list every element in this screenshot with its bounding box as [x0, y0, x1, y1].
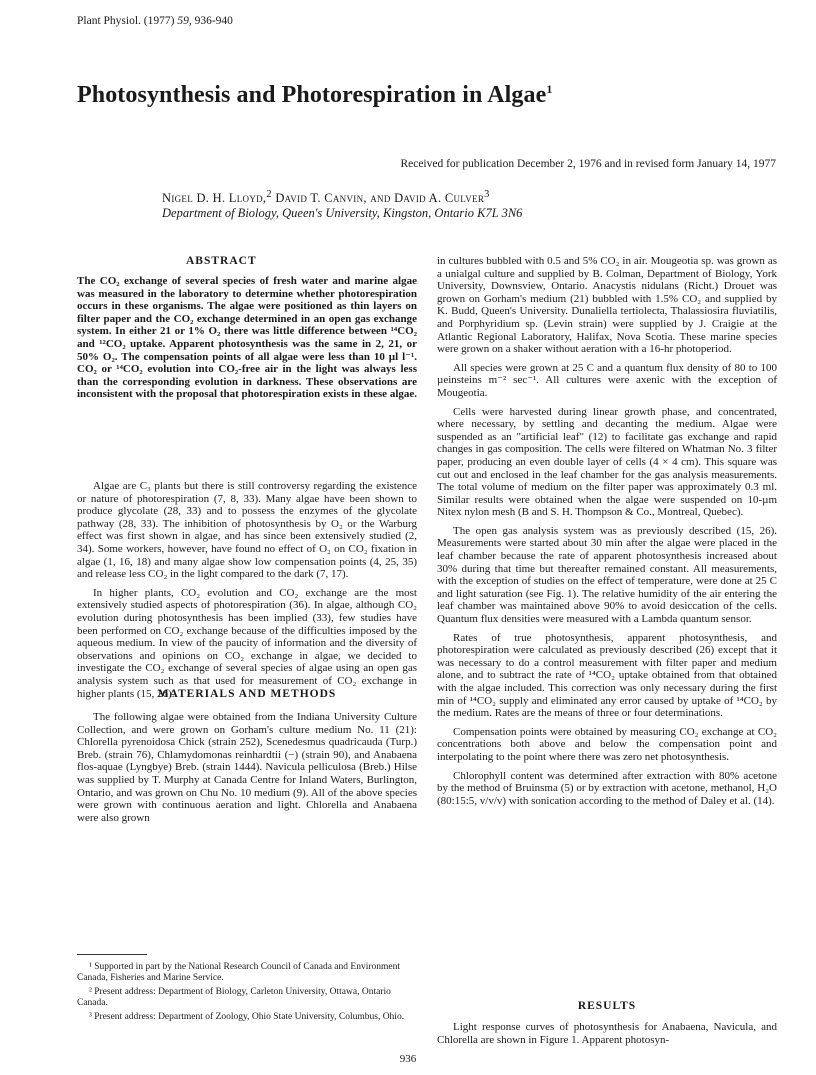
title-footnote-mark: 1: [546, 82, 553, 96]
footnote-divider: [77, 954, 147, 955]
author-3: David A. Culver: [394, 191, 485, 206]
right-paragraph-6: Compensation points were obtained by measuring CO₂ exchange at CO₂ concentrations both above and below the compensation point and interpolating to the point where there was zero net photosynthesis.: [437, 725, 777, 763]
title-text: Photosynthesis and Photorespiration in Algae: [77, 82, 547, 108]
footnotes: [77, 962, 417, 1026]
footnote-1: ¹ Supported in part by the National Research Council of Canada and Environment Canada, Fisheries and Marine Service.: [77, 962, 400, 983]
abstract-text: The CO₂ exchange of several species of fresh water and marine algae was measured in the laboratory to determine whether photorespiration occurs in these organisms. The algae were positioned as thin layers on filter paper and the CO₂ exchange determined in an open gas exchange system. In either 21 or 1% O₂ there was little difference between ¹⁴CO₂ and ¹²CO₂ uptake. Apparent photosynthesis was the same in 2, 21, or 50% O₂. The compensation points of all algae were less than 10 µl l⁻¹. CO₂ or ¹⁴CO₂ evolution into CO₂-free air in the light was always less than the corresponding evolution in darkness. These observations are inconsistent with the proposal that photorespiration exists in these algae.: [77, 275, 418, 401]
author-3-mark: 3: [484, 189, 490, 200]
right-paragraph-2: All species were grown at 25 C and a quantum flux density of 80 to 100 µeinsteins m⁻² sec⁻¹. All cultures were axenic with the exception of Mougeotia.: [437, 361, 777, 399]
journal-volume: 59,: [177, 15, 192, 27]
received-date: Received for publication December 2, 1976 and in revised form January 14, 1977: [400, 158, 776, 170]
page-number: 936: [399, 1053, 417, 1065]
right-paragraph-3: Cells were harvested during linear growth phase, and concentrated, where necessary, by settling and decanting the medium. Algae were suspended as an "artificial leaf" (12) to facilitate gas exchange and rapid changes in gas composition. The cells were filtered on Whatman No. 3 filter paper, producing an even double layer of cells (4 × 4 cm). This square was cut out and enclosed in the leaf chamber for the gas analysis measurements. The total volume of medium on the filter paper was approximately 0.3 ml. Similar results were obtained when the algae were suspended on 10-µm Nitex nylon mesh (B and S. H. Thompson & Co., Montreal, Quebec).: [437, 405, 777, 519]
materials-methods-text: [77, 711, 417, 824]
affiliation: Department of Biology, Queen's University, Kingston, Ontario K7L 3N6: [162, 206, 523, 220]
journal-pages: 936-940: [194, 15, 233, 27]
right-paragraph-1: in cultures bubbled with 0.5 and 5% CO₂ in air. Mougeotia sp. was grown as a unialgal culture and supplied by B. Colman, Department of Biology, York University, Downsview, Ontario. Anacystis nidulans (Richt.) Drouet was grown on Gorham's medium (21) bubbled with 1.5% CO₂ and supplied by K. Budd, Queen's University. Dunaliella tertiolecta, Thalassiosira fluviatilis, and Porphyridium sp. (Levin strain) were supplied by J. Craigie at the Atlantic Regional Laboratory, Halifax, Nova Scotia. These marine species were grown on a shaker without aeration with a 16-hr photoperiod.: [437, 255, 777, 356]
author-list: [162, 189, 490, 206]
journal-citation: [77, 15, 233, 27]
introduction: [77, 480, 417, 700]
results-heading: RESULTS: [577, 1000, 637, 1012]
results-text: [437, 1021, 777, 1046]
article-title: [77, 82, 552, 109]
journal-name: Plant Physiol. (1977): [77, 15, 175, 27]
right-paragraph-4: The open gas analysis system was as previously described (15, 26). Measurements were started about 30 min after the algae were placed in the leaf chamber because the rate of apparent photosynthesis increased about 30% during that time but thereafter remained constant. All measurements, with the exception of studies on the effect of temperature, were done at 25 C and light saturation (see Fig. 1). The relative humidity of the air entering the leaf chamber was maintained above 90% to avoid desiccation of the cells. Quantum flux densities were measured with a Lambda quantum sensor.: [437, 524, 777, 626]
intro-paragraph-1: Algae are C₃ plants but there is still controversy regarding the existence or nature of photorespiration (7, 8, 33). Many algae have been shown to produce glycolate (28, 33) and to possess the enzymes of the glycolate pathway (28, 33). The inhibition of photosynthesis by O₂ or the Warburg effect was first shown in algae, and has since been extensively studied (2, 34). Some workers, however, have found no effect of O₂ on CO₂ fixation in algae (1, 16, 18) and many algae show low compensation points (4, 25, 35) and release less CO₂ in the light compared to the dark (7, 17).: [77, 480, 417, 581]
intro-paragraph-2: In higher plants, CO₂ evolution and CO₂ exchange are the most extensively studied aspects of photorespiration (36). In algae, although CO₂ evolution during photosynthesis has been implied (33), few studies have been performed on CO₂ exchange because of the difficulties imposed by the aqueous medium. In view of the paucity of information and the diversity of observations and opinions on CO₂ exchange in algae, we decided to investigate the CO₂ exchange of several species of algae using an open gas analysis system such as that used for measurement of CO₂ exchange in higher plants (15, 26).: [77, 586, 417, 700]
right-column: [437, 255, 777, 813]
abstract-heading: ABSTRACT: [186, 255, 257, 267]
mm-paragraph-1: The following algae were obtained from the Indiana University Culture Collection, and were grown on Gorham's culture medium No. 11 (21): Chlorella pyrenoidosa Chick (strain 252), Scenedesmus quadricauda (Turp.) Breb. (strain 76), Chlamydomonas reinhardtii (−) (strain 90), and Anabaena flos-aquae (Lyngbye) Breb. (strain 1444). Navicula pelliculosa (Breb.) Hilse was supplied by T. Murphy at Canada Centre for Inland Waters, Burlington, Ontario, and was grown on Chu No. 10 medium (9). All of the above species were grown with continuous aeration and light. Chlorella and Anabaena were also grown: [77, 711, 417, 824]
author-2: David T. Canvin, and: [275, 191, 391, 206]
author-1: Nigel D. H. Lloyd,: [162, 191, 267, 206]
right-paragraph-5: Rates of true photosynthesis, apparent photosynthesis, and photorespiration were calculated as previously described (26) except that it was necessary to do a control measurement with filter paper and medium alone, and to subtract the rate of ¹⁴CO₂ uptake obtained from that obtained with the algae included. This correction was only necessary during the first min of ¹⁴CO₂ supply and eliminated any error caused by uptake of ¹⁴CO₂ by the medium. Rates are the means of three or four determinations.: [437, 631, 777, 720]
footnote-2: ² Present address: Department of Biology, Carleton University, Ottawa, Ontario Canada.: [77, 987, 391, 1008]
materials-methods-heading: MATERIALS AND METHODS: [157, 688, 337, 700]
author-1-mark: 2: [266, 189, 272, 200]
results-paragraph-1: Light response curves of photosynthesis for Anabaena, Navicula, and Chlorella are shown in Figure 1. Apparent photosyn-: [437, 1021, 777, 1046]
footnote-3: ³ Present address: Department of Zoology, Ohio State University, Columbus, Ohio.: [89, 1012, 405, 1022]
right-paragraph-7: Chlorophyll content was determined after extraction with 80% acetone by the method of Bruinsma (5) or by extraction with acetone, methanol, H₂O (80:15:5, v/v/v) with sonication according to the method of Daley et al. (14).: [437, 769, 777, 807]
